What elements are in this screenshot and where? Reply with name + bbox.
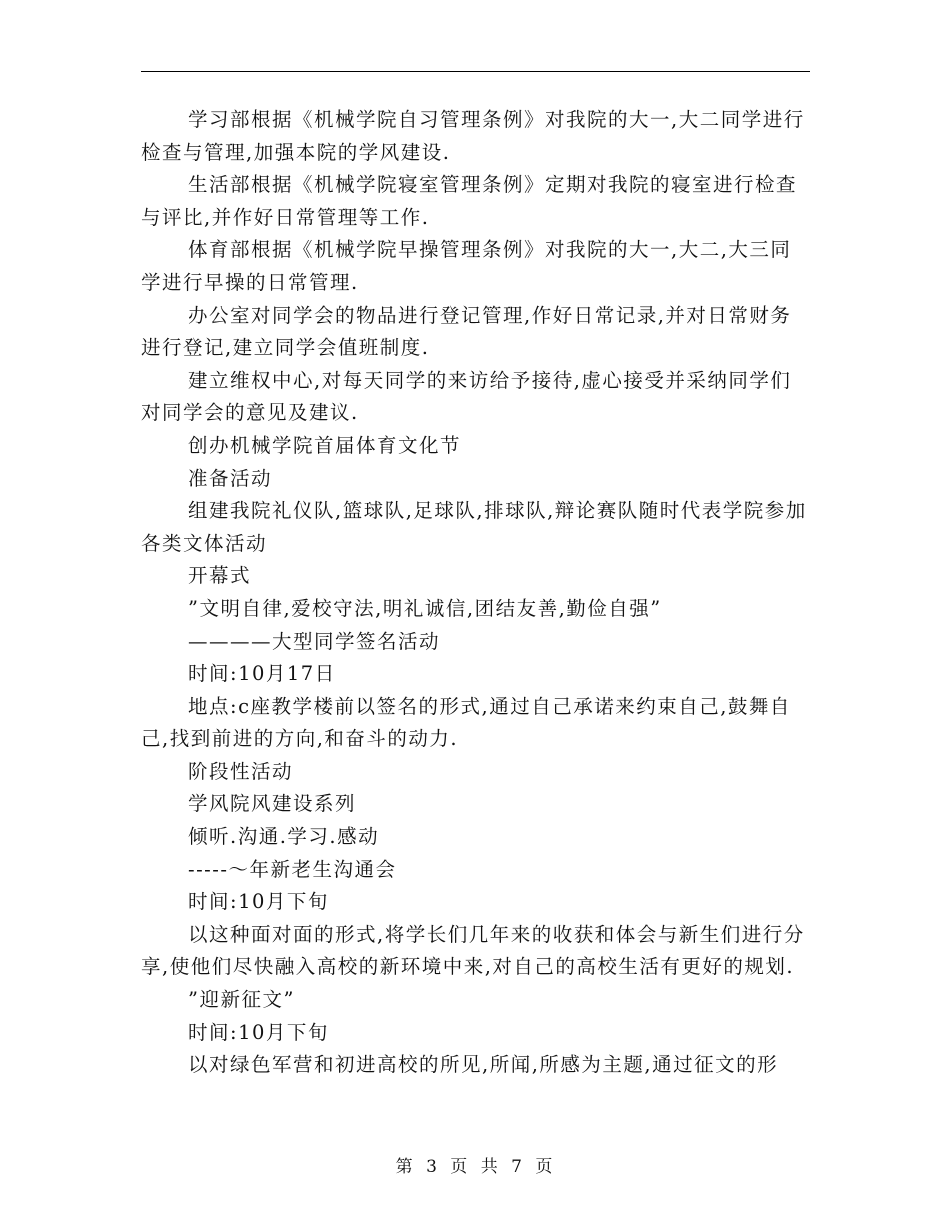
paragraph: 学风院风建设系列 — [188, 792, 357, 816]
paragraph: 倾听.沟通.学习.感动 — [188, 825, 380, 849]
paragraph: 时间:10月下旬 — [188, 890, 329, 914]
paragraph: 生活部根据《机械学院寝室管理条例》定期对我院的寝室进行检查与评比,并作好日常管理等工作. — [141, 173, 798, 229]
paragraph: 以对绿色军营和初进高校的所见,所闻,所感为主题,通过征文的形 — [188, 1053, 779, 1077]
paragraph: -----～年新老生沟通会 — [188, 857, 397, 881]
page-number-footer: 第 3 页 共 7 页 — [395, 1157, 555, 1177]
paragraph: 阶段性活动 — [188, 759, 294, 783]
paragraph: 组建我院礼仪队,篮球队,足球队,排球队,辩论赛队随时代表学院参加各类文体活动 — [141, 499, 807, 555]
paragraph: 准备活动 — [188, 466, 273, 490]
paragraph: ”文明自律,爱校守法,明礼诚信,团结友善,勤俭自强” — [188, 596, 662, 620]
paragraph: ————大型同学签名活动 — [188, 629, 441, 653]
header-rule — [141, 71, 810, 72]
paragraph: 地点:c座教学楼前以签名的形式,通过自己承诺来约束自己,鼓舞自己,找到前进的方向,和奋斗的动力. — [141, 694, 791, 751]
document-body — [141, 104, 810, 1082]
paragraph: 学习部根据《机械学院自习管理条例》对我院的大一,大二同学进行检查与管理,加强本院的学风建设. — [141, 108, 805, 164]
paragraph: 体育部根据《机械学院早操管理条例》对我院的大一,大二,大三同学进行早操的日常管理. — [141, 238, 792, 294]
paragraph: ”迎新征文” — [188, 988, 295, 1012]
paragraph: 时间:10月下旬 — [188, 1020, 329, 1044]
paragraph: 以这种面对面的形式,将学长们几年来的收获和体会与新生们进行分享,使他们尽快融入高校的新环境中来,对自己的高校生活有更好的规划. — [141, 922, 805, 979]
paragraph: 建立维权中心,对每天同学的来访给予接待,虚心接受并采纳同学们对同学会的意见及建议. — [141, 368, 792, 425]
paragraph: 开幕式 — [188, 564, 252, 588]
paragraph: 时间:10月17日 — [188, 662, 336, 686]
paragraph: 创办机械学院首届体育文化节 — [188, 433, 462, 457]
paragraph: 办公室对同学会的物品进行登记管理,作好日常记录,并对日常财务进行登记,建立同学会值班制度. — [141, 303, 792, 360]
